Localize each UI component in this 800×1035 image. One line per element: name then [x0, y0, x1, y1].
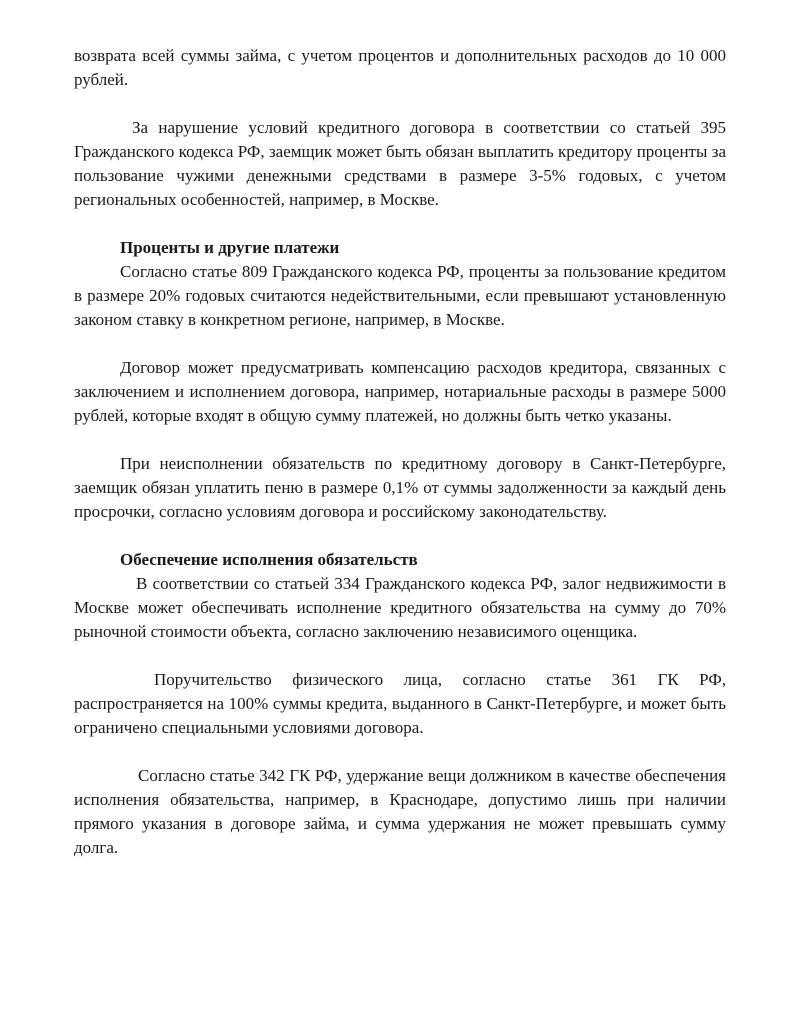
- paragraph-compensation: Договор может предусматривать компенсацию расходов кредитора, связанных с заключением и исполнением договора, например, нотариальные расходы в размере 5000 рублей, которые входят в общую сумму платежей, но должны быть четко указаны.: [74, 358, 726, 425]
- paragraph-article-395: За нарушение условий кредитного договора в соответствии со статьей 395 Гражданского кодекса РФ, заемщик может быть обязан выплатить кредитору проценты за пользование чужими денежными средствами в размере 3-5% годовых, с учетом региональных особенностей, например, в Москве.: [74, 118, 726, 209]
- document-page: [74, 44, 726, 860]
- paragraph-article-361: Поручительство физического лица, согласно статье 361 ГК РФ, распространяется на 100% суммы кредита, выданного в Санкт-Петербурге, и может быть ограничено специальными условиями договора.: [74, 670, 726, 737]
- section-heading-security: Обеспечение исполнения обязательств: [120, 550, 418, 569]
- paragraph-continuation: возврата всей суммы займа, с учетом процентов и дополнительных расходов до 10 000 рублей.: [74, 46, 726, 89]
- paragraph-article-334: В соответствии со статьей 334 Гражданского кодекса РФ, залог недвижимости в Москве может обеспечивать исполнение кредитного обязательства на сумму до 70% рыночной стоимости объекта, согласно заключению независимого оценщика.: [74, 574, 726, 641]
- paragraph-penalty: При неисполнении обязательств по кредитному договору в Санкт-Петербурге, заемщик обязан уплатить пеню в размере 0,1% от суммы задолженности за каждый день просрочки, согласно условиям договора и российскому законодательству.: [74, 454, 726, 521]
- paragraph-article-809: Согласно статье 809 Гражданского кодекса РФ, проценты за пользование кредитом в размере 20% годовых считаются недействительными, если превышают установленную законом ставку в конкретном регионе, например, в Москве.: [74, 262, 726, 329]
- section-heading-interest: Проценты и другие платежи: [120, 238, 340, 257]
- paragraph-article-342: Согласно статье 342 ГК РФ, удержание вещи должником в качестве обеспечения исполнения обязательства, например, в Краснодаре, допустимо лишь при наличии прямого указания в договоре займа, и сумма удержания не может превышать сумму долга.: [74, 766, 726, 857]
